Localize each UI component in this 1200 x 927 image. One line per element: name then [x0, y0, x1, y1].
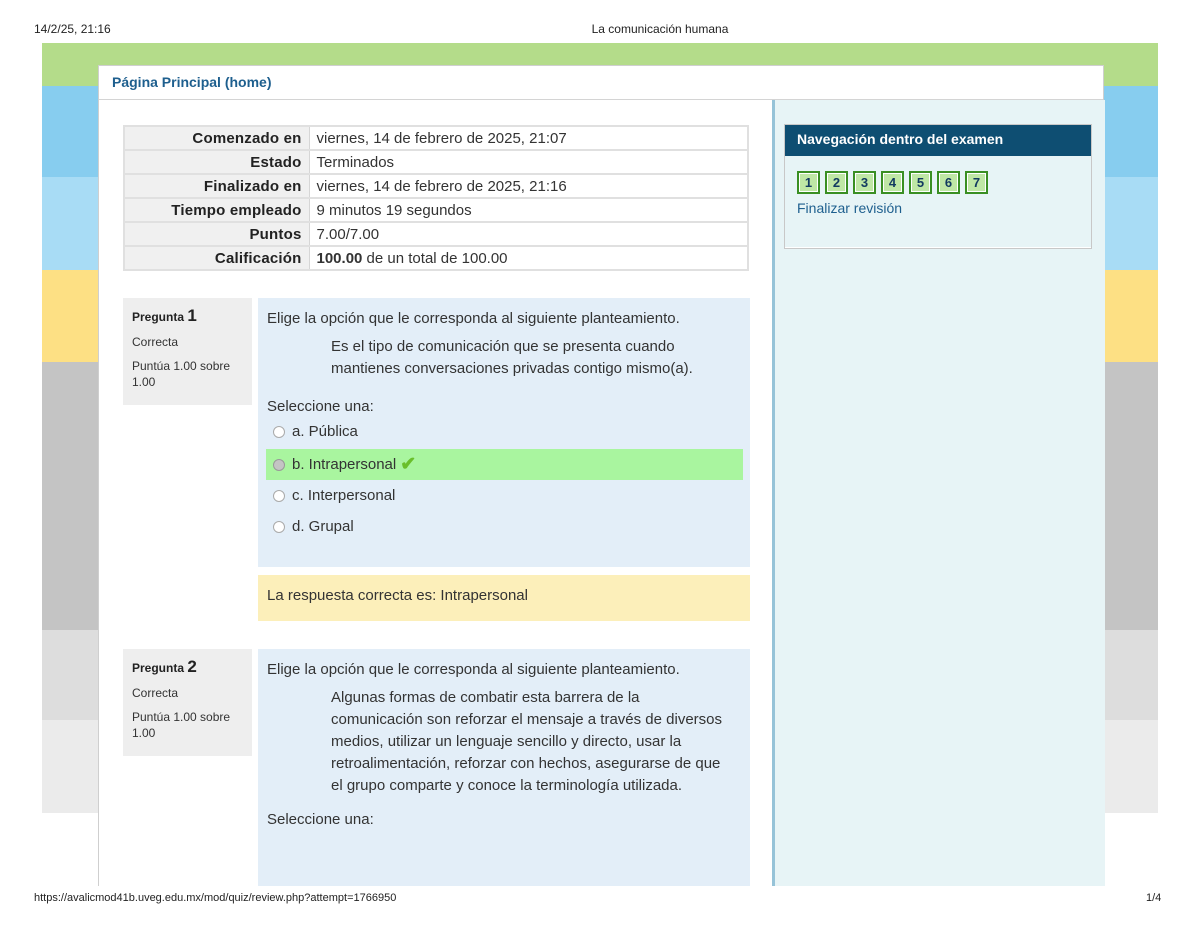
summary-value: Terminados [309, 150, 748, 174]
answer-option[interactable] [266, 511, 741, 542]
grade-total: de un total de 100.00 [362, 249, 508, 267]
question-instruction: Elige la opción que le corresponda al siguiente planteamiento. [267, 310, 680, 327]
attempt-summary-table [123, 125, 749, 271]
summary-value: 9 minutos 19 segundos [309, 198, 748, 222]
question-nav-buttons [797, 171, 1091, 194]
question-nav-button[interactable]: 6 [937, 171, 960, 194]
summary-row [124, 222, 748, 246]
question-number: Pregunta 1 [132, 306, 197, 325]
option-label: c. Interpersonal [292, 487, 396, 504]
radio-button[interactable] [273, 490, 285, 502]
summary-label: Puntos [124, 222, 309, 246]
quiz-navigation-title: Navegación dentro del examen [785, 125, 1091, 156]
answer-option-selected[interactable] [266, 449, 743, 480]
home-link[interactable]: Página Principal (home) [112, 74, 272, 90]
radio-button[interactable] [273, 426, 285, 438]
summary-label: Tiempo empleado [124, 198, 309, 222]
summary-label: Estado [124, 150, 309, 174]
question-status: Correcta [132, 335, 179, 349]
page-container [98, 65, 1104, 886]
answer-option[interactable] [266, 480, 741, 511]
question-nav-button[interactable]: 1 [797, 171, 820, 194]
summary-label: Comenzado en [124, 126, 309, 150]
print-url: https://avalicmod41b.uveg.edu.mx/mod/quiz/review.php?attempt=1766950 [34, 892, 397, 904]
summary-row [124, 198, 748, 222]
grade-value: 100.00 [316, 249, 363, 267]
question-nav-button[interactable]: 3 [853, 171, 876, 194]
question-nav-button[interactable]: 5 [909, 171, 932, 194]
print-page-number: 1/4 [1146, 892, 1162, 904]
summary-value: 7.00/7.00 [309, 222, 748, 246]
question-nav-button[interactable]: 7 [965, 171, 988, 194]
correct-answer-feedback: La respuesta correcta es: Intrapersonal [258, 575, 750, 621]
breadcrumb-bar [99, 66, 1103, 100]
option-label: d. Grupal [292, 518, 354, 535]
summary-value: viernes, 14 de febrero de 2025, 21:16 [309, 174, 748, 198]
check-icon: ✔ [400, 454, 417, 475]
question-info-1 [123, 298, 252, 405]
answer-prompt: Seleccione una: [267, 398, 374, 415]
question-points: Puntúa 1.00 sobre 1.00 [132, 710, 231, 740]
sidebar [772, 100, 1105, 886]
radio-button-selected[interactable] [273, 459, 285, 471]
quiz-navigation [784, 124, 1092, 249]
question-nav-button[interactable]: 2 [825, 171, 848, 194]
question-stem: Es el tipo de comunicación que se presenta cuando mantienes conversaciones privadas contigo mismo(a). [331, 338, 693, 377]
print-title: La comunicación humana [591, 22, 729, 36]
summary-row [124, 126, 748, 150]
question-content-1 [258, 298, 750, 567]
summary-row [124, 246, 748, 270]
option-label: a. Pública [292, 423, 358, 440]
question-stem: Algunas formas de combatir esta barrera de la comunicación son reforzar el mensaje a través de diversos medios, utilizar un lenguaje sencillo y directo, usar la retroalimentación, reforzar con hechos, asegurarse de que el grupo comparte y conoce la terminología utilizada. [331, 689, 723, 794]
summary-label: Calificación [124, 246, 309, 270]
question-info-2 [123, 649, 252, 756]
radio-button[interactable] [273, 521, 285, 533]
summary-row [124, 150, 748, 174]
question-content-2 [258, 649, 750, 886]
finish-review-link[interactable]: Finalizar revisión [797, 200, 903, 216]
answer-option[interactable] [266, 416, 741, 447]
summary-value: viernes, 14 de febrero de 2025, 21:07 [309, 126, 748, 150]
option-label: b. Intrapersonal [292, 456, 397, 473]
question-number: Pregunta 2 [132, 657, 197, 676]
summary-label: Finalizado en [124, 174, 309, 198]
answer-prompt: Seleccione una: [267, 811, 374, 828]
question-points: Puntúa 1.00 sobre 1.00 [132, 359, 231, 389]
summary-row [124, 174, 748, 198]
question-instruction: Elige la opción que le corresponda al siguiente planteamiento. [267, 661, 680, 678]
summary-value [309, 246, 748, 270]
question-status: Correcta [132, 686, 179, 700]
question-nav-button[interactable]: 4 [881, 171, 904, 194]
print-datetime: 14/2/25, 21:16 [34, 22, 111, 36]
